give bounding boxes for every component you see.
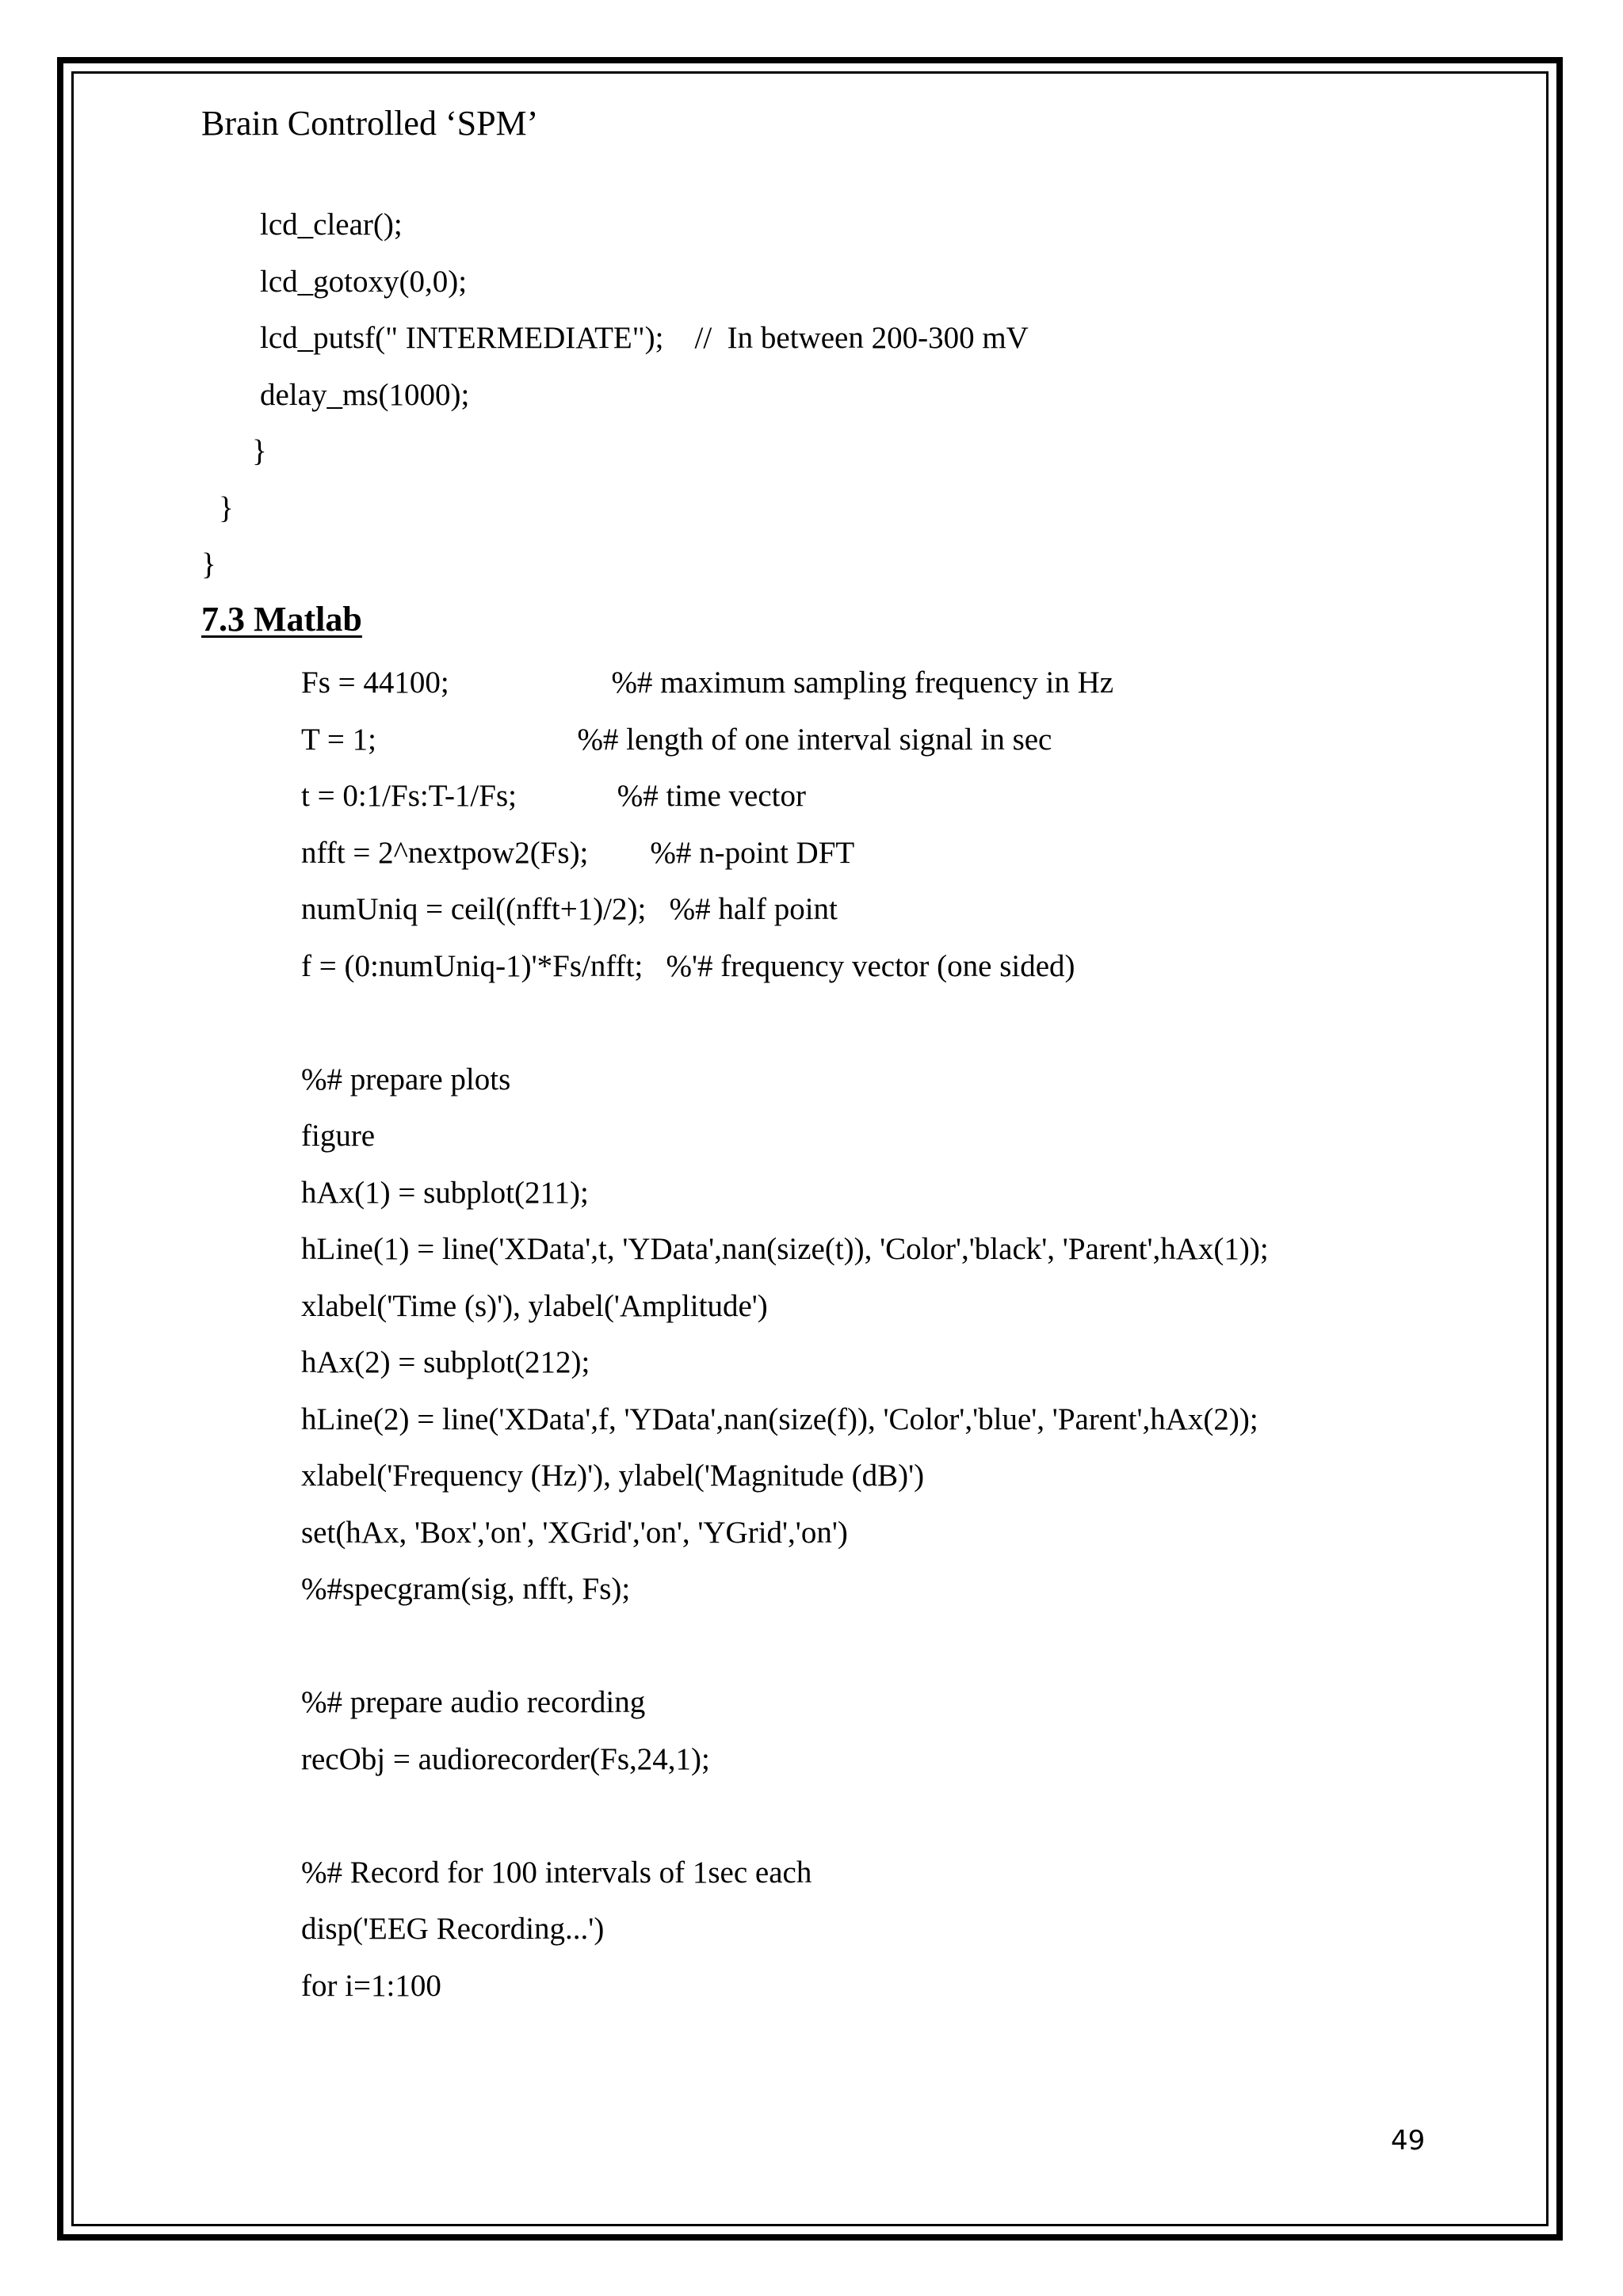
code-line: T = 1; %# length of one interval signal in sec xyxy=(301,723,1052,757)
code-line: } xyxy=(201,547,216,582)
code-line: hLine(1) = line('XData',t, 'YData',nan(size(t)), 'Color','black', 'Parent',hAx(1)); xyxy=(301,1232,1269,1266)
code-line: } xyxy=(219,491,234,525)
code-line: hAx(1) = subplot(211); xyxy=(301,1176,589,1210)
code-line: hAx(2) = subplot(212); xyxy=(301,1345,590,1379)
code-comment: %# prepare plots xyxy=(301,1062,511,1097)
code-line: delay_ms(1000); xyxy=(260,378,470,412)
code-line: nfft = 2^nextpow2(Fs); %# n-point DFT xyxy=(301,836,855,870)
code-line: lcd_clear(); xyxy=(260,208,403,242)
code-line: lcd_putsf(" INTERMEDIATE"); // In between 200-300 mV xyxy=(260,321,1029,355)
code-line: set(hAx, 'Box','on', 'XGrid','on', 'YGrid','on') xyxy=(301,1516,848,1550)
section-heading: 7.3 Matlab xyxy=(201,600,362,639)
code-line: } xyxy=(252,434,267,468)
code-line: disp('EEG Recording...') xyxy=(301,1912,605,1946)
running-header: Brain Controlled ‘SPM’ xyxy=(201,104,539,143)
code-line: xlabel('Time (s)'), ylabel('Amplitude') xyxy=(301,1289,768,1323)
code-line: hLine(2) = line('XData',f, 'YData',nan(size(f)), 'Color','blue', 'Parent',hAx(2)); xyxy=(301,1402,1258,1436)
code-line: numUniq = ceil((nfft+1)/2); %# half point xyxy=(301,892,838,926)
code-line: lcd_gotoxy(0,0); xyxy=(260,265,468,299)
code-line: t = 0:1/Fs:T-1/Fs; %# time vector xyxy=(301,779,806,813)
page-number: 49 xyxy=(1391,2125,1426,2157)
code-line: Fs = 44100; %# maximum sampling frequency in Hz xyxy=(301,666,1114,700)
code-comment: %# Record for 100 intervals of 1sec each xyxy=(301,1855,812,1890)
code-line: for i=1:100 xyxy=(301,1969,441,2003)
code-line: f = (0:numUniq-1)'*Fs/nfft; %'# frequency vector (one sided) xyxy=(301,949,1075,983)
code-comment: %# prepare audio recording xyxy=(301,1685,646,1719)
code-line: xlabel('Frequency (Hz)'), ylabel('Magnitude (dB)') xyxy=(301,1459,925,1493)
code-line: figure xyxy=(301,1119,376,1153)
code-comment: %#specgram(sig, nfft, Fs); xyxy=(301,1572,631,1606)
code-line: recObj = audiorecorder(Fs,24,1); xyxy=(301,1742,710,1776)
